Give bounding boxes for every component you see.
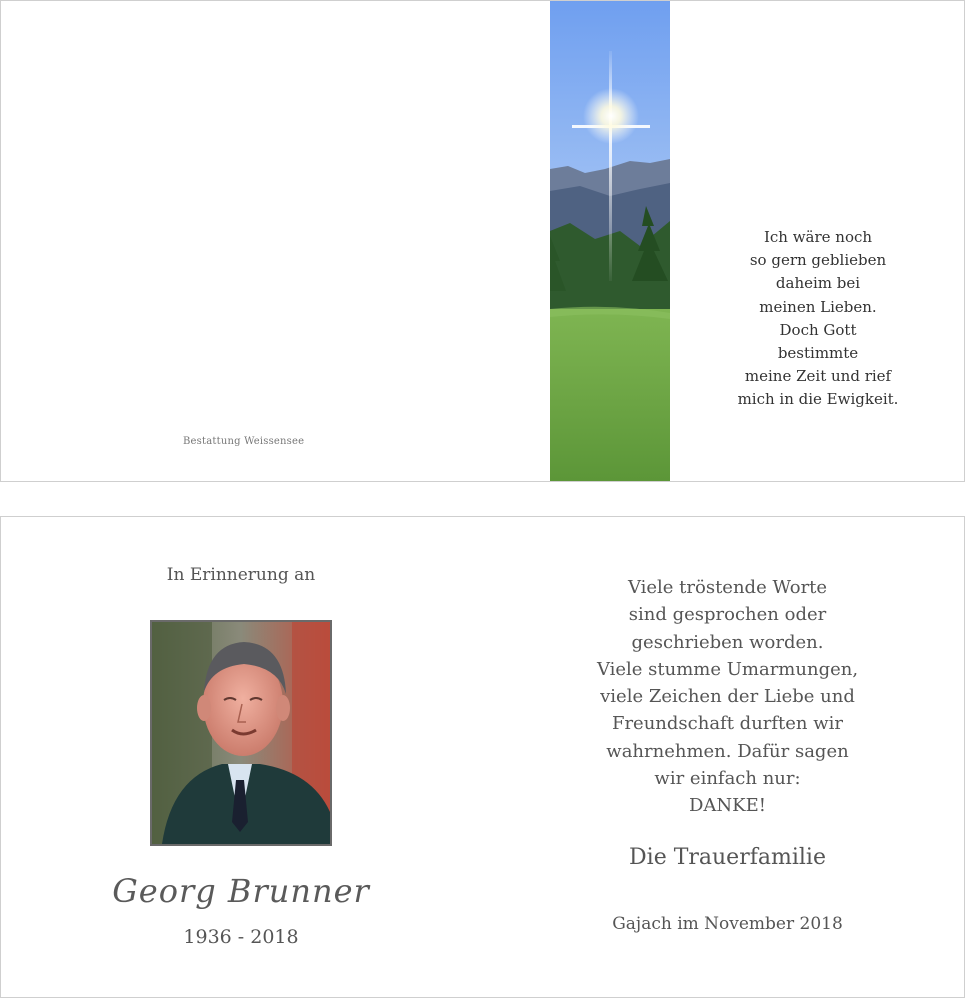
poem-line: meinen Lieben.: [759, 297, 877, 316]
memory-title: In Erinnerung an: [166, 565, 316, 585]
thanks-line: sind gesprochen oder: [628, 604, 827, 626]
life-years: 1936 - 2018: [183, 926, 299, 948]
poem-line: bestimmte: [777, 344, 859, 363]
poem-line: mich in die Ewigkeit.: [737, 390, 899, 409]
cross-landscape-image: [550, 1, 670, 481]
family-signature: Die Trauerfamilie: [629, 845, 826, 870]
thanks-line: wahrnehmen. Dafür sagen: [606, 740, 849, 762]
memorial-poem: [701, 226, 935, 412]
poem-line: Doch Gott: [779, 320, 857, 339]
thanks-line: geschrieben worden.: [631, 631, 824, 653]
funeral-home-credit: Bestattung Weissensee: [183, 436, 305, 447]
thanks-line: Viele tröstende Worte: [627, 577, 828, 598]
poem-line: meine Zeit und rief: [744, 367, 892, 386]
cross-landscape-illustration: [550, 1, 670, 481]
card-top: [0, 0, 965, 482]
portrait-photo: [150, 620, 332, 846]
thanks-text: [570, 574, 885, 820]
thanks-line: Viele stumme Umarmungen,: [596, 658, 859, 680]
place-date: Gajach im November 2018: [612, 914, 843, 934]
thanks-line: viele Zeichen der Liebe und: [600, 686, 855, 708]
poem-line: Ich wäre noch: [763, 228, 873, 246]
thanks-line: DANKE!: [688, 795, 766, 817]
thanks-line: Freundschaft durften wir: [611, 713, 844, 735]
portrait-illustration: [152, 622, 330, 844]
deceased-name: Georg Brunner: [112, 872, 370, 910]
poem-line: daheim bei: [775, 274, 861, 293]
poem-line: so gern geblieben: [749, 251, 887, 270]
thanks-line: wir einfach nur:: [654, 768, 801, 790]
